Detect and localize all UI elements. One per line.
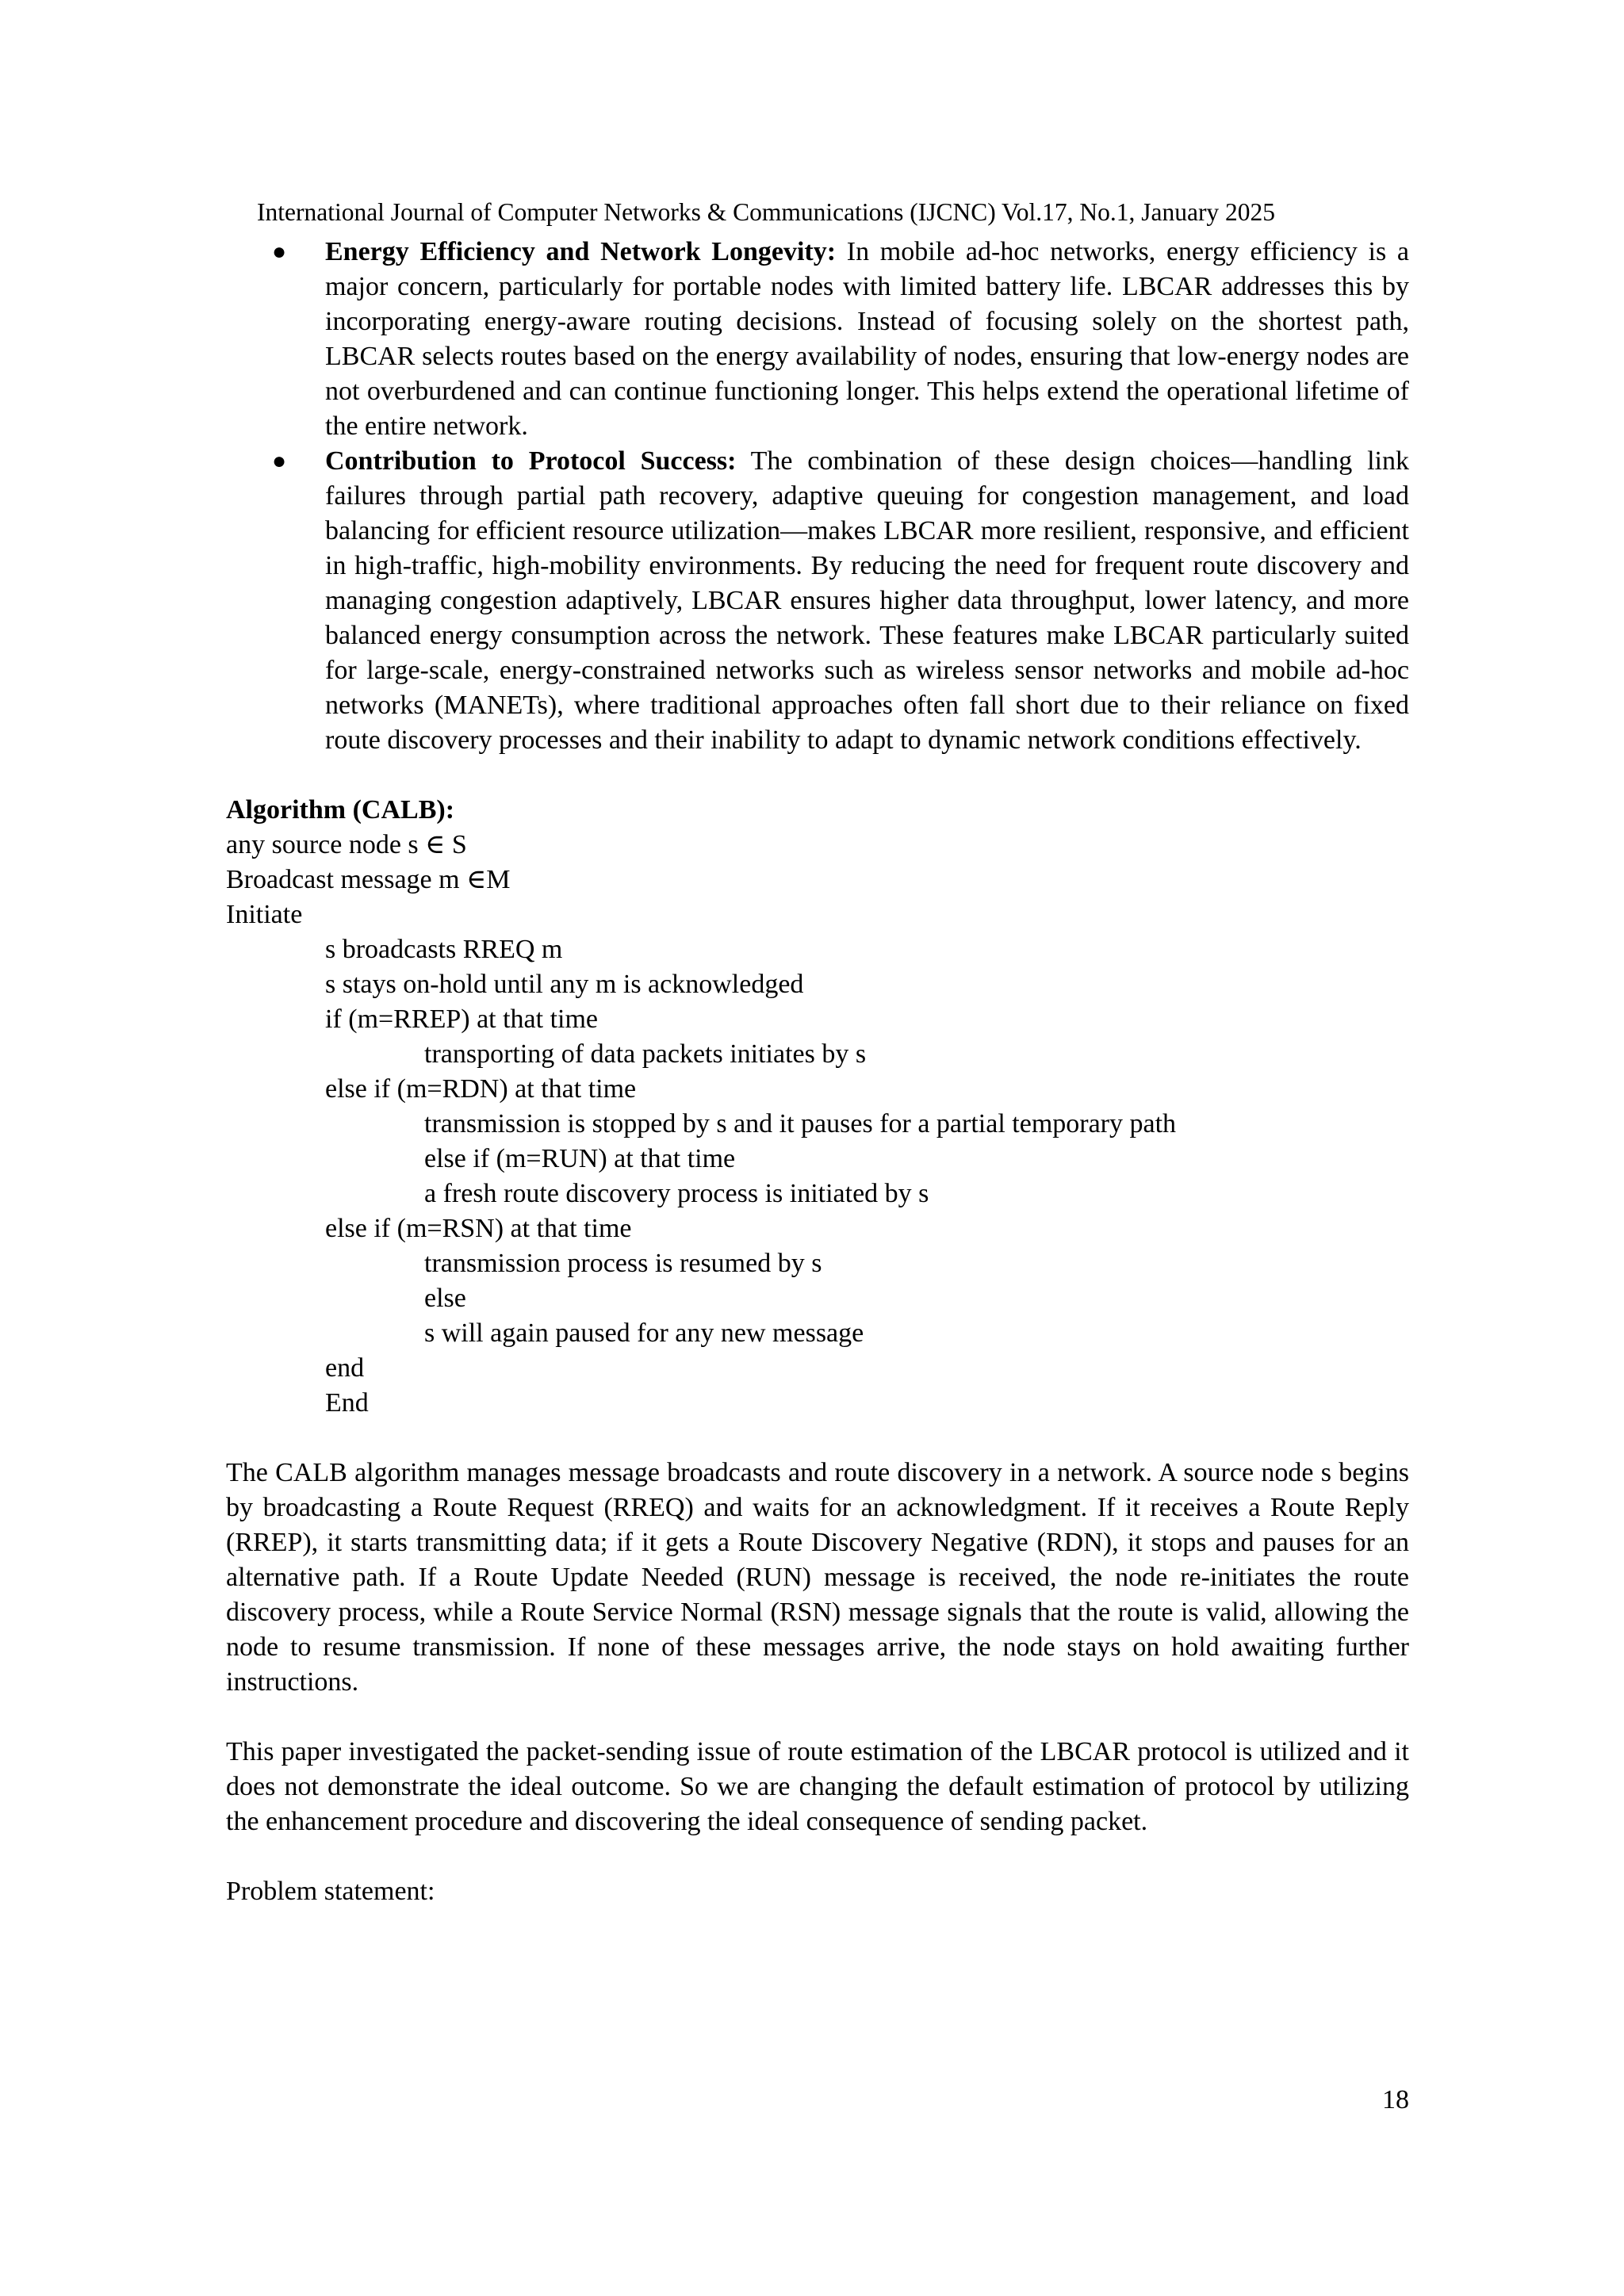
paragraph-calb-description: The CALB algorithm manages message broadcasts and route discovery in a network. A source node s begins by broadcasting a Route Request (RREQ) and waits for an acknowledgment. If it receives a Route Reply (RREP), it starts transmitting data; if it gets a Route Discovery Negative (RDN), it stops and pauses for an alternative path. If a Route Update Needed (RUN) message is received, the node re-initiates the route discovery process, while a Route Service Normal (RSN) message signals that the route is valid, allowing the node to resume transmission. If none of these messages arrive, the node stays on hold awaiting further instructions. bbox=[226, 1458, 1409, 1697]
algorithm-line: End bbox=[325, 1388, 369, 1418]
algorithm-line: transporting of data packets initiates by s bbox=[424, 1039, 867, 1069]
algorithm-line: else if (m=RUN) at that time bbox=[424, 1144, 736, 1173]
bullet-item-protocol-success bbox=[226, 444, 1409, 758]
journal-header: International Journal of Computer Networks & Communications (IJCNC) Vol.17, No.1, January 2025 bbox=[257, 198, 1276, 226]
algorithm-line: else bbox=[424, 1284, 466, 1313]
bullet-item-energy-efficiency bbox=[226, 235, 1409, 444]
algorithm-line: Broadcast message m ∈M bbox=[226, 865, 511, 894]
algorithm-block bbox=[226, 828, 1409, 1421]
page-body bbox=[226, 235, 1409, 1909]
algorithm-title: Algorithm (CALB): bbox=[226, 795, 455, 825]
bullet-icon: ● bbox=[272, 239, 287, 265]
bullet-title: Contribution to Protocol Success: bbox=[325, 446, 737, 476]
problem-statement-heading: Problem statement: bbox=[226, 1877, 435, 1906]
bullet-text: The combination of these design choices—handling link failures through partial path recovery, adaptive queuing for congestion management, and load balancing for efficient resource utilization—makes LBCAR more resilient, responsive, and efficient in high-traffic, high-mobility environments. By reducing the need for frequent route discovery and managing congestion adaptively, LBCAR ensures higher data throughput, lower latency, and more balanced energy consumption across the network. These features make LBCAR particularly suited for large-scale, energy-constrained networks such as wireless sensor networks and mobile ad-hoc networks (MANETs), where traditional approaches often fall short due to their reliance on fixed route discovery processes and their inability to adapt to dynamic network conditions effectively. bbox=[325, 446, 1409, 755]
algorithm-line: transmission process is resumed by s bbox=[424, 1249, 822, 1278]
algorithm-line: if (m=RREP) at that time bbox=[325, 1004, 599, 1034]
algorithm-line: else if (m=RSN) at that time bbox=[325, 1214, 632, 1243]
algorithm-line: s will again paused for any new message bbox=[424, 1318, 864, 1348]
algorithm-line: Initiate bbox=[226, 900, 303, 929]
algorithm-line: transmission is stopped by s and it pauses for a partial temporary path bbox=[424, 1109, 1177, 1138]
algorithm-line: else if (m=RDN) at that time bbox=[325, 1074, 637, 1104]
paragraph-investigation: This paper investigated the packet-sending issue of route estimation of the LBCAR protocol is utilized and it does not demonstrate the ideal outcome. So we are changing the default estimation of protocol by utilizing the enhancement procedure and discovering the ideal consequence of sending packet. bbox=[226, 1737, 1409, 1836]
page-number: 18 bbox=[1382, 2085, 1409, 2114]
bullet-icon: ● bbox=[272, 448, 287, 474]
bullet-list bbox=[226, 235, 1409, 758]
algorithm-line: end bbox=[325, 1353, 365, 1383]
algorithm-line: s broadcasts RREQ m bbox=[325, 935, 563, 964]
bullet-title: Energy Efficiency and Network Longevity: bbox=[325, 237, 837, 266]
algorithm-line: s stays on-hold until any m is acknowledged bbox=[325, 970, 804, 999]
algorithm-line: any source node s ∈ S bbox=[226, 830, 467, 859]
bullet-text: In mobile ad-hoc networks, energy efficiency is a major concern, particularly for portable nodes with limited battery life. LBCAR addresses this by incorporating energy-aware routing decisions. Instead of focusing solely on the shortest path, LBCAR selects routes based on the energy availability of nodes, ensuring that low-energy nodes are not overburdened and can continue functioning longer. This helps extend the operational lifetime of the entire network. bbox=[325, 237, 1409, 441]
algorithm-line: a fresh route discovery process is initiated by s bbox=[424, 1179, 929, 1208]
